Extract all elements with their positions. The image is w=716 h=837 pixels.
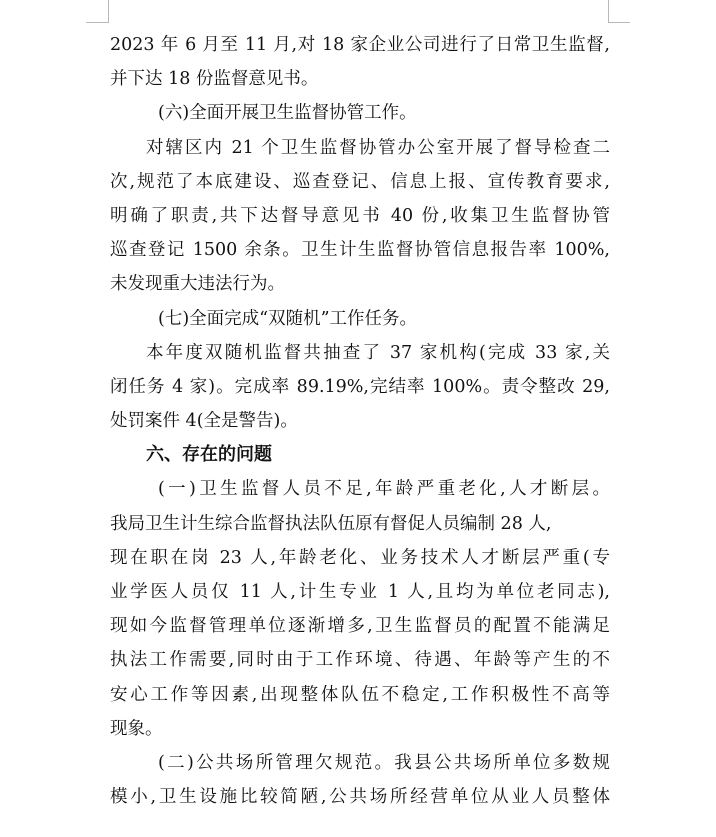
text-line: 对辖区内 21 个卫生监督协管办公室开展了督导检查二 bbox=[146, 137, 610, 158]
text-line: 明确了职责,共下达督导意见书 40 份,收集卫生监督协管 bbox=[110, 205, 610, 226]
crop-mark-top-left bbox=[108, 0, 109, 23]
text-line: 模小,卫生设施比较简陋,公共场所经营单位从业人员整体 bbox=[110, 787, 610, 808]
crop-mark-top-right bbox=[608, 0, 609, 23]
text-line: 业学医人员仅 11 人,计生专业 1 人,且均为单位老同志), bbox=[110, 582, 610, 602]
text-line: 本年度双随机监督共抽查了 37 家机构(完成 33 家,关 bbox=[146, 342, 610, 363]
text-line: (六)全面开展卫生监督协管工作。 bbox=[158, 103, 417, 124]
text-line: 安心工作等因素,出现整体队伍不稳定,工作积极性不高等 bbox=[110, 684, 610, 705]
text-line: 巡查登记 1500 余条。卫生计生监督协管信息报告率 100%, bbox=[110, 240, 610, 261]
text-line: 2023 年 6 月至 11 月,对 18 家企业公司进行了日常卫生监督, bbox=[110, 35, 610, 55]
text-line: 现在职在岗 23 人,年龄老化、业务技术人才断层严重(专 bbox=[110, 547, 610, 568]
document-body bbox=[110, 28, 610, 814]
text-line: (七)全面完成“双随机”工作任务。 bbox=[158, 308, 418, 329]
text-line: 六、存在的问题 bbox=[146, 444, 272, 466]
text-line: (一)卫生监督人员不足,年龄严重老化,人才断层。 bbox=[158, 479, 610, 500]
text-line: 未发现重大违法行为。 bbox=[110, 274, 285, 295]
text-line: (二)公共场所管理欠规范。我县公共场所单位多数规 bbox=[158, 752, 610, 773]
text-line: 并下达 18 份监督意见书。 bbox=[110, 69, 319, 90]
text-line: 现象。 bbox=[110, 718, 163, 739]
text-line: 执法工作需要,同时由于工作环境、待遇、年龄等产生的不 bbox=[110, 650, 610, 671]
crop-mark-top-right bbox=[608, 22, 630, 23]
text-line: 现如今监督管理单位逐渐增多,卫生监督员的配置不能满足 bbox=[110, 616, 610, 637]
crop-mark-top-left bbox=[86, 22, 108, 23]
text-line: 次,规范了本底建设、巡查登记、信息上报、宣传教育要求, bbox=[110, 171, 610, 192]
text-line: 我局卫生计生综合监督执法队伍原有督促人员编制 28 人, bbox=[110, 513, 552, 534]
text-line: 处罚案件 4(全是警告)。 bbox=[110, 411, 298, 432]
text-line: 闭任务 4 家)。完成率 89.19%,完结率 100%。责令整改 29, bbox=[110, 376, 610, 397]
